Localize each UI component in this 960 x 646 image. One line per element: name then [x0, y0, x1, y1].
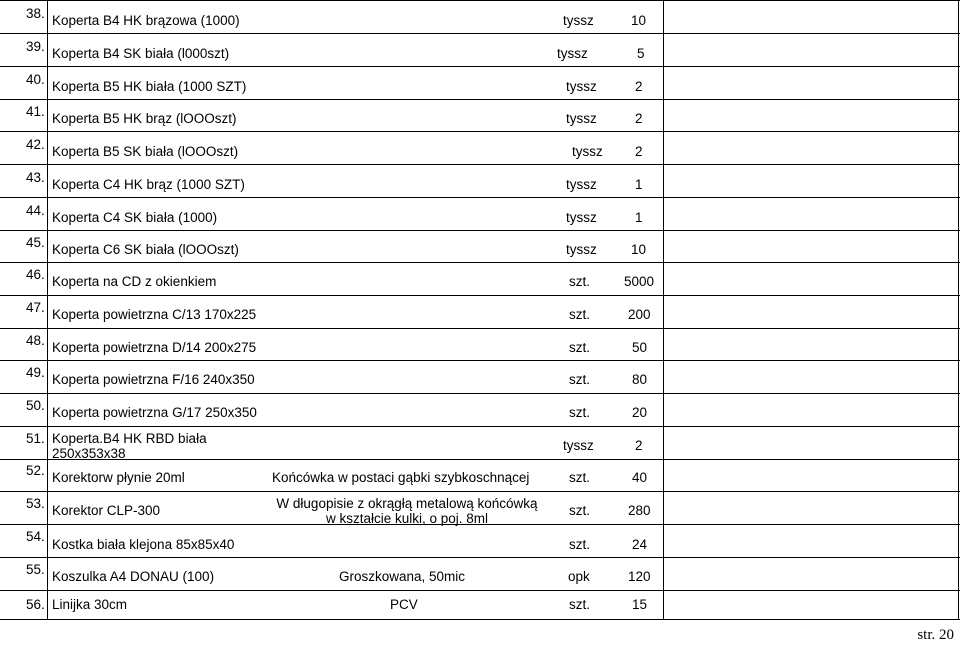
- item-unit: tyssz: [566, 79, 597, 94]
- item-name: Koperta B5 HK biała (1000 SZT): [52, 79, 247, 94]
- item-unit: tyssz: [566, 210, 597, 225]
- item-unit: tyssz: [566, 242, 597, 257]
- item-name: Koperta na CD z okienkiem: [52, 274, 217, 289]
- row-number: 51.: [26, 431, 45, 446]
- item-qty: 10: [631, 13, 647, 28]
- row-number: 56.: [26, 597, 45, 612]
- item-unit: szt.: [569, 597, 591, 612]
- page-number: str. 20: [917, 627, 954, 643]
- item-name: Korektor CLP-300: [52, 503, 161, 518]
- item-qty: 10: [631, 242, 647, 257]
- item-name: Koperta C4 SK biała (1000): [52, 210, 218, 225]
- row-number: 40.: [26, 72, 45, 87]
- item-qty: 24: [632, 537, 648, 552]
- row-number: 53.: [26, 496, 45, 511]
- item-unit: opk: [568, 569, 590, 584]
- item-name: Koszulka A4 DONAU (100): [52, 569, 215, 584]
- item-qty: 2: [635, 144, 643, 159]
- item-name-line2: 250x353x38: [52, 446, 126, 461]
- row-number: 55.: [26, 562, 45, 577]
- item-unit: szt.: [569, 274, 591, 289]
- row-number: 43.: [26, 170, 45, 185]
- item-qty: 2: [635, 79, 643, 94]
- item-qty: 2: [635, 438, 643, 453]
- item-name: Koperta powietrzna D/14 200x275: [52, 340, 257, 355]
- item-description-line2: w kształcie kulki, o poj. 8ml: [325, 511, 489, 526]
- item-description: PCV: [390, 597, 418, 612]
- row-number: 38.: [26, 6, 45, 21]
- item-name: Korektorw płynie 20ml: [52, 470, 185, 485]
- row-number: 50.: [26, 398, 45, 413]
- item-unit: tyssz: [557, 46, 588, 61]
- row-number: 39.: [26, 39, 45, 54]
- item-qty: 40: [632, 470, 648, 485]
- item-qty: 20: [632, 405, 648, 420]
- item-qty: 1: [635, 210, 643, 225]
- item-unit: tyssz: [566, 111, 597, 126]
- item-name: Koperta powietrzna F/16 240x350: [52, 372, 255, 387]
- item-unit: szt.: [569, 405, 591, 420]
- item-unit: tyssz: [563, 13, 594, 28]
- item-unit: szt.: [569, 470, 591, 485]
- item-name: Koperta B4 HK brązowa (1000): [52, 13, 240, 28]
- row-number: 42.: [26, 137, 45, 152]
- row-number: 52.: [26, 463, 45, 478]
- row-number: 44.: [26, 203, 45, 218]
- item-qty: 2: [635, 111, 643, 126]
- item-qty: 15: [632, 597, 648, 612]
- item-name: Kostka biała klejona 85x85x40: [52, 537, 235, 552]
- item-unit: szt.: [569, 307, 591, 322]
- row-number: 46.: [26, 267, 45, 282]
- row-number: 45.: [26, 235, 45, 250]
- item-qty: 5000: [624, 274, 655, 289]
- item-unit: szt.: [569, 372, 591, 387]
- item-name: Koperta C6 SK biała (lOOOszt): [52, 242, 239, 257]
- item-qty: 120: [628, 569, 651, 584]
- item-name: Koperta powietrzna G/17 250x350: [52, 405, 257, 420]
- row-number: 48.: [26, 333, 45, 348]
- item-unit: tyssz: [566, 177, 597, 192]
- item-description: W długopisie z okrągłą metalową końcówką: [276, 496, 538, 511]
- row-number: 41.: [26, 104, 45, 119]
- item-unit: szt.: [569, 340, 591, 355]
- item-qty: 1: [635, 177, 643, 192]
- item-unit: tyssz: [563, 438, 594, 453]
- item-name: Koperta C4 HK brąz (1000 SZT): [52, 177, 245, 192]
- item-description: Groszkowana, 50mic: [339, 569, 466, 584]
- item-qty: 200: [628, 307, 651, 322]
- item-qty: 5: [637, 46, 645, 61]
- item-name: Koperta B4 SK biała (l000szt): [52, 46, 230, 61]
- item-unit: tyssz: [572, 144, 603, 159]
- row-number: 54.: [26, 529, 45, 544]
- item-unit: szt.: [569, 503, 591, 518]
- item-name: Koperta.B4 HK RBD biała: [52, 431, 207, 446]
- item-name: Koperta B5 SK biała (lOOOszt): [52, 144, 239, 159]
- item-qty: 80: [632, 372, 648, 387]
- row-number: 47.: [26, 300, 45, 315]
- item-qty: 50: [632, 340, 648, 355]
- item-name: Linijka 30cm: [52, 597, 128, 612]
- item-unit: szt.: [569, 537, 591, 552]
- row-number: 49.: [26, 365, 45, 380]
- item-description: Końcówka w postaci gąbki szybkoschnącej: [272, 470, 530, 485]
- item-qty: 280: [628, 503, 651, 518]
- item-name: Koperta B5 HK brąz (lOOOszt): [52, 111, 237, 126]
- item-name: Koperta powietrzna C/13 170x225: [52, 307, 257, 322]
